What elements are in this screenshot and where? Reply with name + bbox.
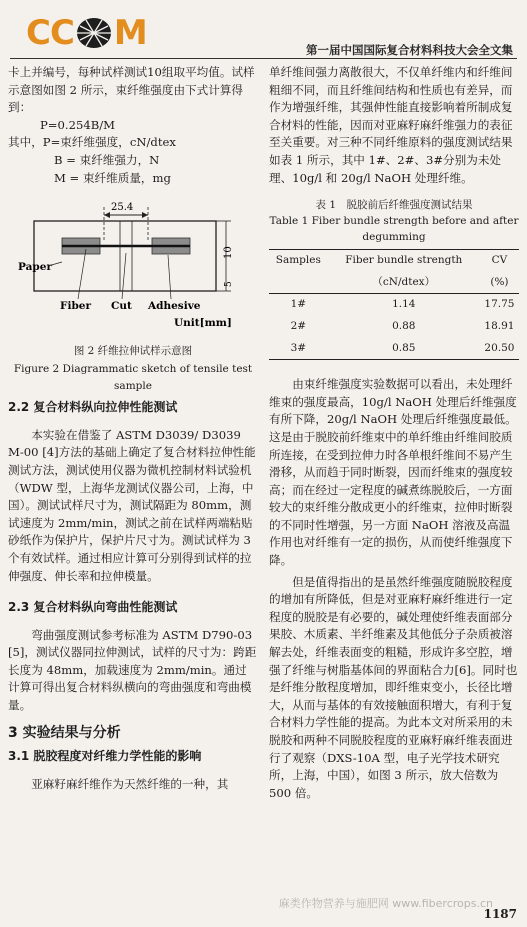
table-subheader (269, 272, 328, 294)
paragraph: 本实验在借鉴了 ASTM D3039/ D3039 M-00 [4]方法的基础上确定了复合材料拉伸性能测试方法，测试使用仪器为微机控制材料试验机（WDW 型，上海华龙测试仪器公司，上海，中国）。测试试样尺寸为，测试隔距为 80mm，测试速度为 2mm/min，测试之前在试样两端粘贴砂纸作为保护片，保护片尺寸为。测试试样为 3 个有效试样。通过相应计算可分别得到试样的拉伸强度、伸长率和拉伸模量。 (8, 427, 256, 583)
table-title-cn: 表 1 脱胶前后纤维强度测试结果 (315, 199, 473, 212)
cut-label: Cut (111, 300, 132, 313)
paragraph: 单纤维间强力离散很大，不仅单纤维内和纤维间粗细不同，而且纤维间结构和性质也有差异，而作为增强纤维，其强伸性能直接影响着所制成复合材料的性能，因而对亚麻籽麻纤维强力的表征至关重要。对三种不同纤维原料的强度测试结果如表 1 所示，其中 1#、2#、3#分别为未处理、10g/l 和 20g/l NaOH 处理纤维。 (269, 65, 513, 185)
section-2-2-title: 2.2 复合材料纵向拉伸性能测试 (8, 400, 178, 415)
paragraph: 亚麻籽麻纤维作为天然纤维的一种，其 (31, 776, 229, 791)
page-number: 1187 (483, 907, 517, 921)
section-3-title: 3 实验结果与分析 (8, 724, 121, 741)
formula: P=0.254B/M (40, 117, 116, 132)
section-2-3-title: 2.3 复合材料纵向弯曲性能测试 (8, 600, 178, 615)
section-3-1-title: 3.1 脱胶程度对纤维力学性能的影响 (8, 749, 202, 764)
figure-caption-cn: 图 2 纤维拉伸试样示意图 (73, 345, 193, 358)
table-header: CV (480, 250, 519, 272)
paper-label: Paper (18, 261, 52, 274)
table-cell: 0.85 (328, 338, 480, 360)
table-cell: 1.14 (392, 298, 416, 311)
tensile-sample-diagram (16, 193, 251, 343)
page-header (0, 0, 527, 62)
dim-height-label: 10 (223, 246, 234, 260)
formula-legend: 其中，P=束纤维强度，cN/dtex (8, 135, 176, 150)
table-header: Fiber bundle strength (328, 250, 480, 272)
table-cell: 3# (269, 338, 328, 360)
paragraph: 由束纤维强度实验数据可以看出，未处理纤维束的强度最高，10g/l NaOH 处理后纤维强度有所下降，20g/l NaOH 处理后纤维强度最低。这是由于脱胶前纤维束中的单纤维由纤维间胶质所连接，在受到拉伸力时各单根纤维间不易产生滑移，从而趋于同时断裂，因而纤维束的强度较高；而在经过一定程度的碱煮练脱胶后，一方面较大的束纤维分散成更小的纤维束，拉伸时断裂的不同时性增强，另一方面 NaOH 溶液及高温作用也对纤维有一定的损伤，从而使纤维强度下降。 (269, 377, 517, 568)
table-cell: 2# (290, 319, 307, 332)
table-1 (269, 249, 519, 360)
table-row (269, 338, 519, 360)
formula-legend: M = 束纤维质量，mg (54, 170, 171, 185)
table-cell: 17.75 (484, 298, 515, 311)
dim-small-label: 5 (224, 281, 234, 288)
table-subheader: （cN/dtex） (328, 272, 480, 294)
ccom-logo: CC M (26, 13, 147, 53)
unit-label: Unit[mm] (174, 317, 232, 330)
watermark: 麻类作物营养与施肥网 www.fibercrops.cn (278, 897, 493, 910)
table-cell: 0.88 (392, 319, 416, 332)
table-row (269, 316, 519, 338)
figure-2 (8, 193, 258, 393)
paragraph: 弯曲强度测试参考标准为 ASTM D790-03 [5]，测试仪器同拉伸测试，试样的尺寸为：跨距长度为 48mm，加载速度为 2mm/min。通过计算可得出复合材料纵横向的弯曲强度和弯曲模量。 (8, 627, 257, 713)
table-subheader: (%) (480, 272, 519, 294)
conference-title: 第一届中国国际复合材料科技大会全文集 (306, 43, 513, 57)
logo-globe-icon (74, 16, 114, 50)
dim-width-label: 25.4 (111, 202, 134, 214)
table-cell: 18.91 (484, 319, 515, 332)
adhesive-label: Adhesive (148, 300, 201, 313)
table-title-en: Table 1 Fiber bundle strength before and after degumming (269, 215, 519, 244)
table-cell: 20.50 (480, 338, 519, 360)
left-column (8, 64, 258, 793)
table-header: Samples (269, 250, 328, 272)
formula-legend: B = 束纤维强力，N (54, 152, 160, 167)
table-row (269, 294, 519, 316)
paragraph: 但是值得指出的是虽然纤维强度随脱胶程度的增加有所降低，但是对亚麻籽麻纤维进行一定程度的脱胶是有必要的，碱处理使纤维表面部分果胶、木质素、半纤维素及其他低分子杂质被溶解去处，纤维表面变的粗糙，形成许多空腔，增强了纤维与树脂基体间的界面粘合力[6]。同时也是纤维分散程度增加，即纤维束变小，长径比增大，从而与基体的有效接触面积增大，有利于复合材料力学性能的提高。为此本文对所采用的未脱胶和两种不同脱胶程度的亚麻籽麻纤维表面进行了观察（DXS-10A 型，电子光学技术研究所，上海，中国），如图 3 所示，放大倍数为 500 倍。 (269, 574, 518, 800)
right-column (269, 64, 519, 802)
figure-caption-en: Figure 2 Diagrammatic sketch of tensile test sample (13, 362, 253, 393)
paragraph: 卡上并编号，每种试样测试10组取平均值。试样示意图如图 2 所示，束纤维强度由下式计算得到： (8, 65, 255, 115)
fiber-label: Fiber (60, 300, 91, 313)
header-rule (10, 58, 517, 59)
table-cell: 1# (290, 298, 307, 311)
